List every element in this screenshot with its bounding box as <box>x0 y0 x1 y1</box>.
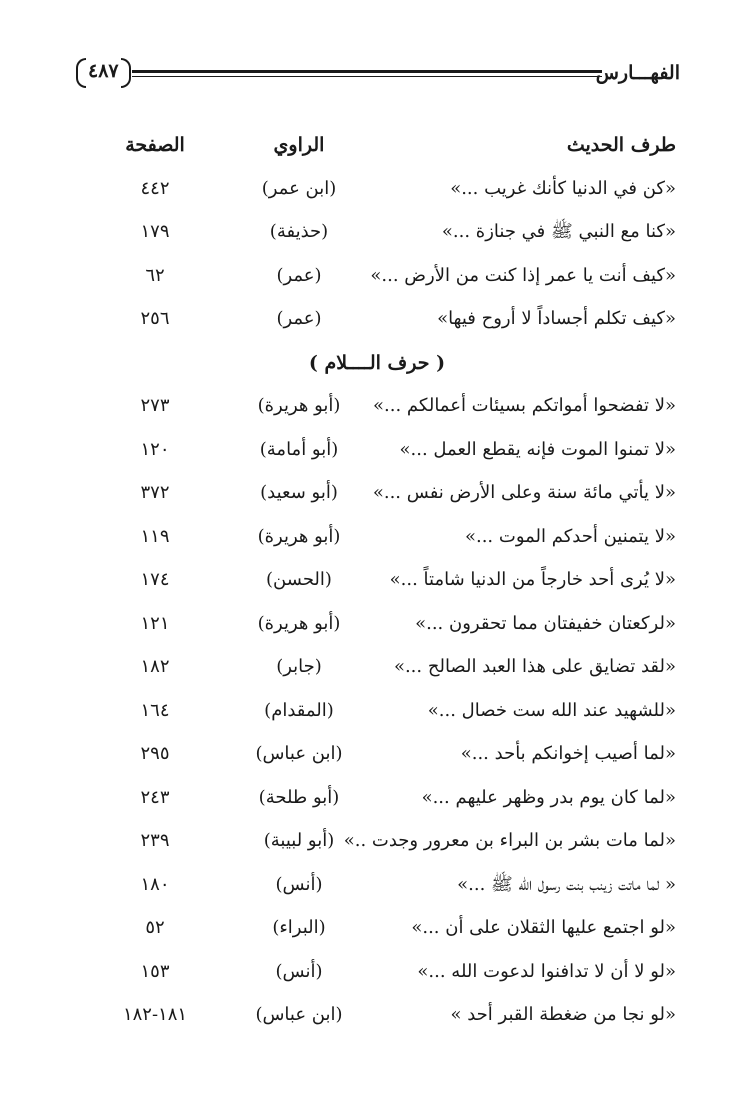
table-row <box>0 911 754 955</box>
page-ref: ١٧٤ <box>140 569 170 590</box>
header-rule <box>132 70 602 73</box>
page-ref: ٢٥٦ <box>140 308 170 329</box>
hadith-text: «كيف تكلم أجساداً لا أروح فيها» <box>437 308 676 329</box>
hadith-text: «كنا مع النبي ﷺ في جنازة ...» <box>441 221 676 242</box>
table-row <box>0 694 754 738</box>
page-ref: ٢٣٩ <box>140 830 170 851</box>
rawi-name: (أبو لبيبة) <box>263 830 335 851</box>
hadith-text: «لو لا أن لا تدافنوا لدعوت الله ...» <box>417 960 676 982</box>
hadith-text: «لما أصيب إخوانكم بأحد ...» <box>460 743 676 764</box>
table-row <box>0 824 754 868</box>
running-header <box>80 56 680 96</box>
rawi-name: (عمر) <box>276 264 322 286</box>
hadith-text: «لو اجتمع عليها الثقلان على أن ...» <box>411 917 676 938</box>
rawi-name: (حذيفة) <box>269 221 329 242</box>
rawi-name: (أبو هريرة) <box>257 612 341 634</box>
hadith-text: « لما ماتت زينب بنت رسول الله ﷺ ...» <box>457 873 676 895</box>
table-row <box>0 215 754 259</box>
hadith-text: «لما مات بشر بن البراء بن معرور وجدت ..» <box>343 830 676 851</box>
page-ref: ٤٤٢ <box>140 177 170 199</box>
section-title: ( حرف الــــلام ) <box>308 351 446 374</box>
rawi-name: (أبو هريرة) <box>257 525 341 547</box>
page-ref: ٢٧٣ <box>140 395 170 416</box>
table-row <box>0 520 754 564</box>
rawi-name: (عمر) <box>276 308 322 329</box>
page-ref: ١٧٩ <box>140 221 170 242</box>
rawi-name: (أنس) <box>275 873 323 895</box>
hadith-text: «للشهيد عند الله ست خصال ...» <box>427 699 676 721</box>
page-ref: ١٢٠ <box>140 438 170 460</box>
rawi-name: (أنس) <box>275 960 323 982</box>
table-row <box>0 737 754 781</box>
table-row <box>0 389 754 433</box>
table-row <box>0 476 754 520</box>
table-header-row <box>0 128 754 172</box>
table-row <box>0 172 754 216</box>
rawi-name: (أبو طلحة) <box>258 786 340 808</box>
table-row <box>0 607 754 651</box>
hadith-text: «لا تفضحوا أمواتكم بسيئات أعمالكم ...» <box>373 395 676 416</box>
page-ref: ١٥٣ <box>140 960 170 982</box>
hadith-text: «لا يأتي مائة سنة وعلى الأرض نفس ...» <box>372 482 676 503</box>
rawi-name: (أبو سعيد) <box>260 482 338 503</box>
page-ref: ١٢١ <box>140 612 170 634</box>
hadith-text: «لا تمنوا الموت فإنه يقطع العمل ...» <box>399 438 676 460</box>
page-ref: ١٨٢ <box>140 656 170 677</box>
hadith-text: «لو نجا من ضغطة القبر أحد » <box>450 1004 676 1025</box>
table-row <box>0 868 754 912</box>
section-heading-row <box>0 346 754 390</box>
rawi-name: (ابن عمر) <box>261 177 337 199</box>
rawi-name: (ابن عباس) <box>255 1004 343 1025</box>
page-ref: ١٦٤ <box>140 699 170 721</box>
rawi-name: (ابن عباس) <box>255 743 343 764</box>
table-row <box>0 955 754 999</box>
table-row <box>0 998 754 1042</box>
column-header-hadith: طرف الحديث <box>566 134 676 156</box>
hadith-text: «كيف أنت يا عمر إذا كنت من الأرض ...» <box>370 264 676 286</box>
hadith-index-table <box>0 128 754 1042</box>
rawi-name: (البراء) <box>272 917 326 938</box>
hadith-text: «لا يتمنين أحدكم الموت ...» <box>464 525 676 547</box>
header-rule-thin <box>132 76 602 77</box>
page-ref: ١١٩ <box>140 525 170 547</box>
page-ref: ٦٢ <box>145 264 165 286</box>
rawi-name: (المقدام) <box>264 699 334 721</box>
column-header-rawi: الراوي <box>273 134 325 156</box>
rawi-name: (الحسن) <box>266 569 332 590</box>
rawi-name: (جابر) <box>276 656 322 677</box>
page-ref: ٢٤٣ <box>140 786 170 808</box>
page-ref: ١٨١-١٨٢ <box>122 1004 188 1025</box>
page-number: ٤٨٧ <box>80 56 127 86</box>
table-row <box>0 259 754 303</box>
page-ref: ٢٩٥ <box>140 743 170 764</box>
page-ref: ٣٧٢ <box>140 482 170 503</box>
table-row <box>0 302 754 346</box>
page-ref: ٥٢ <box>145 917 165 938</box>
table-row <box>0 563 754 607</box>
hadith-text: «لركعتان خفيفتان مما تحقرون ...» <box>415 612 676 634</box>
table-row <box>0 433 754 477</box>
hadith-text: «كن في الدنيا كأنك غريب ...» <box>450 177 676 199</box>
rawi-name: (أبو هريرة) <box>257 395 341 416</box>
column-header-page: الصفحة <box>125 134 185 156</box>
hadith-text: «لما كان يوم بدر وظهر عليهم ...» <box>421 786 676 808</box>
hadith-text: «لا يُرى أحد خارجاً من الدنيا شامتاً ...» <box>389 569 676 590</box>
rawi-name: (أبو أمامة) <box>259 438 339 460</box>
table-row <box>0 781 754 825</box>
table-row <box>0 650 754 694</box>
header-title: الفهـــارس <box>595 62 680 84</box>
hadith-text: «لقد تضايق على هذا العبد الصالح ...» <box>393 656 676 677</box>
page-ref: ١٨٠ <box>140 873 170 895</box>
